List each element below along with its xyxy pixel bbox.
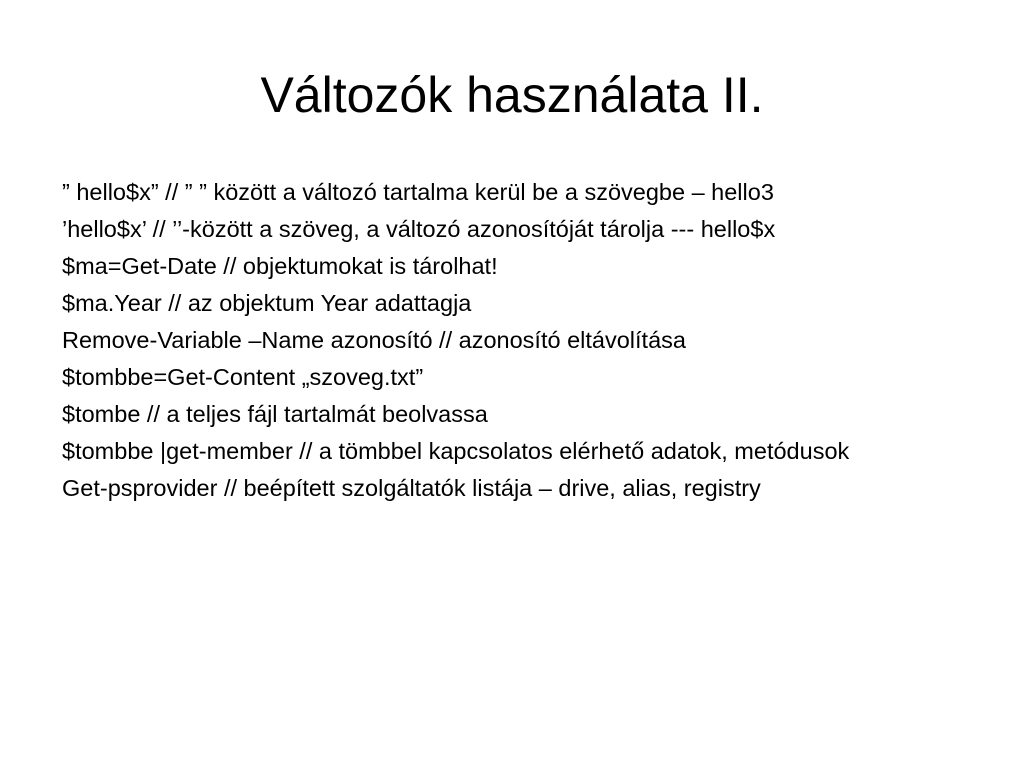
bullet-item: $ma.Year // az objektum Year adattagja xyxy=(62,290,472,316)
bullet-item: $tombbe |get-member // a tömbbel kapcsolatos elérhető adatok, metódusok xyxy=(62,438,850,464)
slide-title: Változók használata II. xyxy=(260,67,764,123)
bullet-item: ’hello$x’ // ’’-között a szöveg, a változó azonosítóját tárolja --- hello$x xyxy=(62,216,776,242)
bullet-item: Get-psprovider // beépített szolgáltatók listája – drive, alias, registry xyxy=(62,475,761,501)
bullet-item: $ma=Get-Date // objektumokat is tárolhat! xyxy=(62,253,498,279)
bullet-item: ” hello$x” // ” ” között a változó tartalma kerül be a szövegbe – hello3 xyxy=(62,179,774,205)
bullet-list xyxy=(62,178,962,511)
bullet-item: $tombbe=Get-Content „szoveg.txt” xyxy=(62,364,424,390)
bullet-item: Remove-Variable –Name azonosító // azonosító eltávolítása xyxy=(62,327,686,353)
bullet-item: $tombe // a teljes fájl tartalmát beolvassa xyxy=(62,401,488,427)
